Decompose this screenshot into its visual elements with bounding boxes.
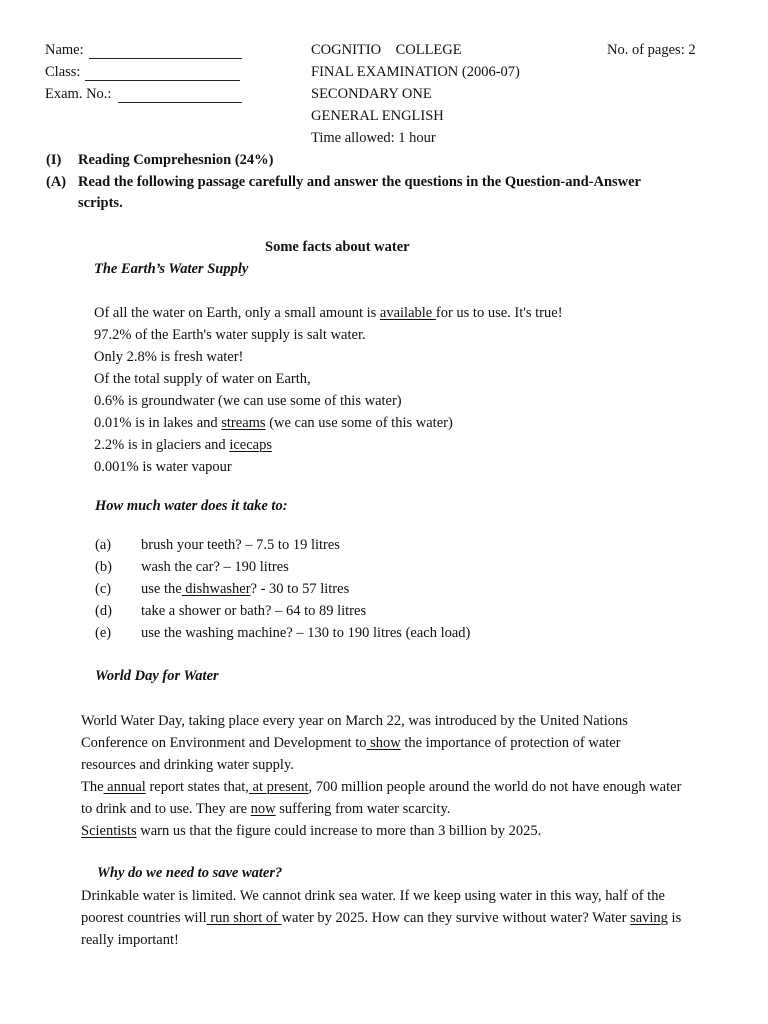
world-day-line-6: Scientists warn us that the figure could increase to more than 3 billion by 2025. — [81, 823, 542, 839]
usage-item-text: use the dishwasher? - 30 to 57 litres — [141, 581, 350, 597]
supply-line-6: 0.01% is in lakes and streams (we can use some of this water) — [94, 415, 453, 431]
save-line-2: poorest countries will run short of water by 2025. How can they survive without water? Water saving is — [81, 910, 682, 926]
exam-level: SECONDARY ONE — [311, 86, 432, 102]
name-label: Name: — [45, 42, 84, 58]
exam-title: FINAL EXAMINATION (2006-07) — [311, 64, 520, 80]
world-day-line-1: World Water Day, taking place every year on March 22, was introduced by the United Nations — [81, 713, 628, 729]
section-title: Reading Comprehesnion (24%) — [78, 152, 274, 168]
usage-item-label: (e) — [95, 625, 112, 641]
name-blank-line — [89, 58, 242, 59]
page-count: No. of pages: 2 — [607, 42, 696, 58]
world-day-line-2: Conference on Environment and Development to show the importance of protection of water — [81, 735, 621, 751]
part-instructions-line1: Read the following passage carefully and answer the questions in the Question-and-Answer — [78, 174, 641, 190]
save-line-1: Drinkable water is limited. We cannot drink sea water. If we keep using water in this way, half of the — [81, 888, 665, 904]
class-label: Class: — [45, 64, 81, 80]
section-number: (I) — [46, 152, 62, 168]
usage-item-text: take a shower or bath? – 64 to 89 litres — [141, 603, 367, 619]
world-day-line-5: to drink and to use. They are now suffering from water scarcity. — [81, 801, 451, 817]
world-day-line-4: The annual report states that, at present, 700 million people around the world do not have enough water — [81, 779, 682, 795]
usage-item-label: (a) — [95, 537, 112, 553]
college-name: COGNITIO COLLEGE — [311, 42, 462, 58]
usage-item-text: wash the car? – 190 litres — [141, 559, 289, 575]
usage-heading: How much water does it take to: — [95, 498, 288, 514]
supply-line-5: 0.6% is groundwater (we can use some of this water) — [94, 393, 402, 409]
exam-subject: GENERAL ENGLISH — [311, 108, 444, 124]
usage-item-label: (d) — [95, 603, 112, 619]
exam-no-blank-line — [118, 102, 242, 103]
supply-line-8: 0.001% is water vapour — [94, 459, 232, 475]
passage-title: Some facts about water — [265, 239, 410, 255]
supply-heading: The Earth’s Water Supply — [94, 261, 249, 277]
usage-item-text: use the washing machine? – 130 to 190 litres (each load) — [141, 625, 471, 641]
save-line-3: really important! — [81, 932, 179, 948]
usage-item-label: (c) — [95, 581, 112, 597]
part-number: (A) — [46, 174, 67, 190]
usage-item-label: (b) — [95, 559, 112, 575]
save-heading: Why do we need to save water? — [97, 865, 283, 881]
supply-line-3: Only 2.8% is fresh water! — [94, 349, 244, 365]
supply-line-7: 2.2% is in glaciers and icecaps — [94, 437, 272, 453]
time-allowed: Time allowed: 1 hour — [311, 130, 436, 146]
supply-line-4: Of the total supply of water on Earth, — [94, 371, 311, 387]
world-day-heading: World Day for Water — [95, 668, 219, 684]
usage-item-text: brush your teeth? – 7.5 to 19 litres — [141, 537, 340, 553]
world-day-line-3: resources and drinking water supply. — [81, 757, 294, 773]
class-blank-line — [85, 80, 240, 81]
supply-line-1: Of all the water on Earth, only a small amount is available for us to use. It's true! — [94, 305, 563, 321]
supply-line-2: 97.2% of the Earth's water supply is salt water. — [94, 327, 366, 343]
part-instructions-line2: scripts. — [78, 195, 123, 211]
exam-no-label: Exam. No.: — [45, 86, 112, 102]
